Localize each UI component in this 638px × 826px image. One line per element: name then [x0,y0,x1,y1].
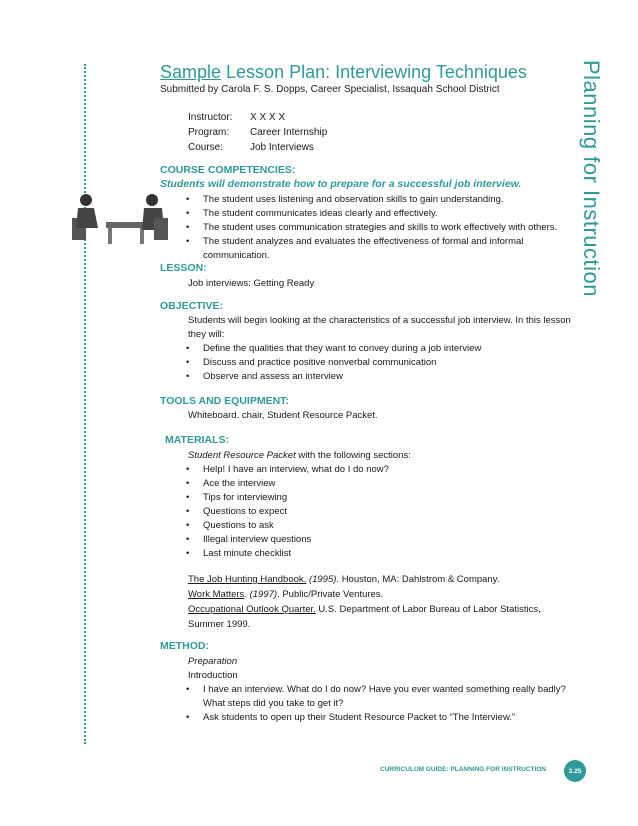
list-item: • The student analyzes and evaluates the effectiveness of formal and informal communication. [186,235,533,263]
list-item: • Define the qualities that they want to convey during a job interview [186,342,481,356]
footer-text: CURRICULUM GUIDE: PLANNING FOR INSTRUCTION [380,766,547,773]
list-item: • The student uses communication strategies and skills to work effectively with others. [186,221,566,235]
method-introduction: Introduction [188,670,238,681]
competencies-subheading: Students will demonstrate how to prepare for a successful job interview. [160,178,522,190]
list-item: • Observe and assess an interview [186,370,481,384]
competencies-list [186,193,566,263]
meta-program: Program: Career Internship [188,127,328,138]
materials-list [186,463,389,561]
list-item: • Tips for interviewing [186,491,389,505]
objective-heading: OBJECTIVE: [160,300,224,312]
meta-course: Course: Job Interviews [188,142,314,153]
page-number-badge: 3.25 [564,760,586,782]
list-item: • Ace the interview [186,477,389,491]
objectives-list [186,342,481,384]
reference-1: The Job Hunting Handbook. (1995). Houston, MA: Dahlstrom & Company. [188,574,500,585]
lesson-heading: LESSON: [160,262,207,274]
title-rest: Lesson Plan: Interviewing Techniques [221,62,527,82]
list-item: • Help! I have an interview, what do I do now? [186,463,389,477]
interview-illustration [70,188,170,248]
method-list [186,683,566,725]
list-item: • Discuss and practice positive nonverbal communication [186,356,481,370]
list-item: • The student communicates ideas clearly and effectively. [186,207,566,221]
tools-heading: TOOLS AND EQUIPMENT: [160,395,289,407]
list-item: • I have an interview. What do I do now? Have you ever wanted something really badly? What steps did you take to get it? [186,683,566,711]
meta-instructor: Instructor: X X X X [188,112,286,123]
list-item: • Ask students to open up their Student Resource Packet to “The Interview.” [186,711,566,725]
lesson-text: Job interviews: Getting Ready [188,278,315,289]
objective-text: Students will begin looking at the characteristics of a successful job interview. In this lesson they will: [188,315,571,340]
page-title [160,62,527,83]
reference-3: Occupational Outlook Quarter. U.S. Department of Labor Bureau of Labor Statistics, [188,604,541,615]
method-preparation: Preparation [188,656,238,667]
reference-2: Work Matters. (1997). Public/Private Ventures. [188,589,384,600]
tools-text: Whiteboard. chair, Student Resource Packet. [188,410,378,421]
side-section-title: Planning for Instruction [579,60,604,298]
dotted-margin-line [84,64,86,744]
materials-intro: Student Resource Packet with the following sections: [188,450,411,461]
list-item: • Last minute checklist [186,547,389,561]
competencies-heading: COURSE COMPETENCIES: [160,164,296,176]
reference-3-line2: Summer 1999. [188,619,251,630]
list-item: • Questions to ask [186,519,389,533]
materials-heading: MATERIALS: [165,434,229,446]
submitted-by: Submitted by Carola F. S. Dopps, Career Specialist, Issaquah School District [160,84,500,95]
title-prefix: Sample [160,62,222,82]
method-heading: METHOD: [160,640,209,652]
list-item: • The student uses listening and observation skills to gain understanding. [186,193,566,207]
list-item: • Questions to expect [186,505,389,519]
list-item: • Illegal interview questions [186,533,389,547]
